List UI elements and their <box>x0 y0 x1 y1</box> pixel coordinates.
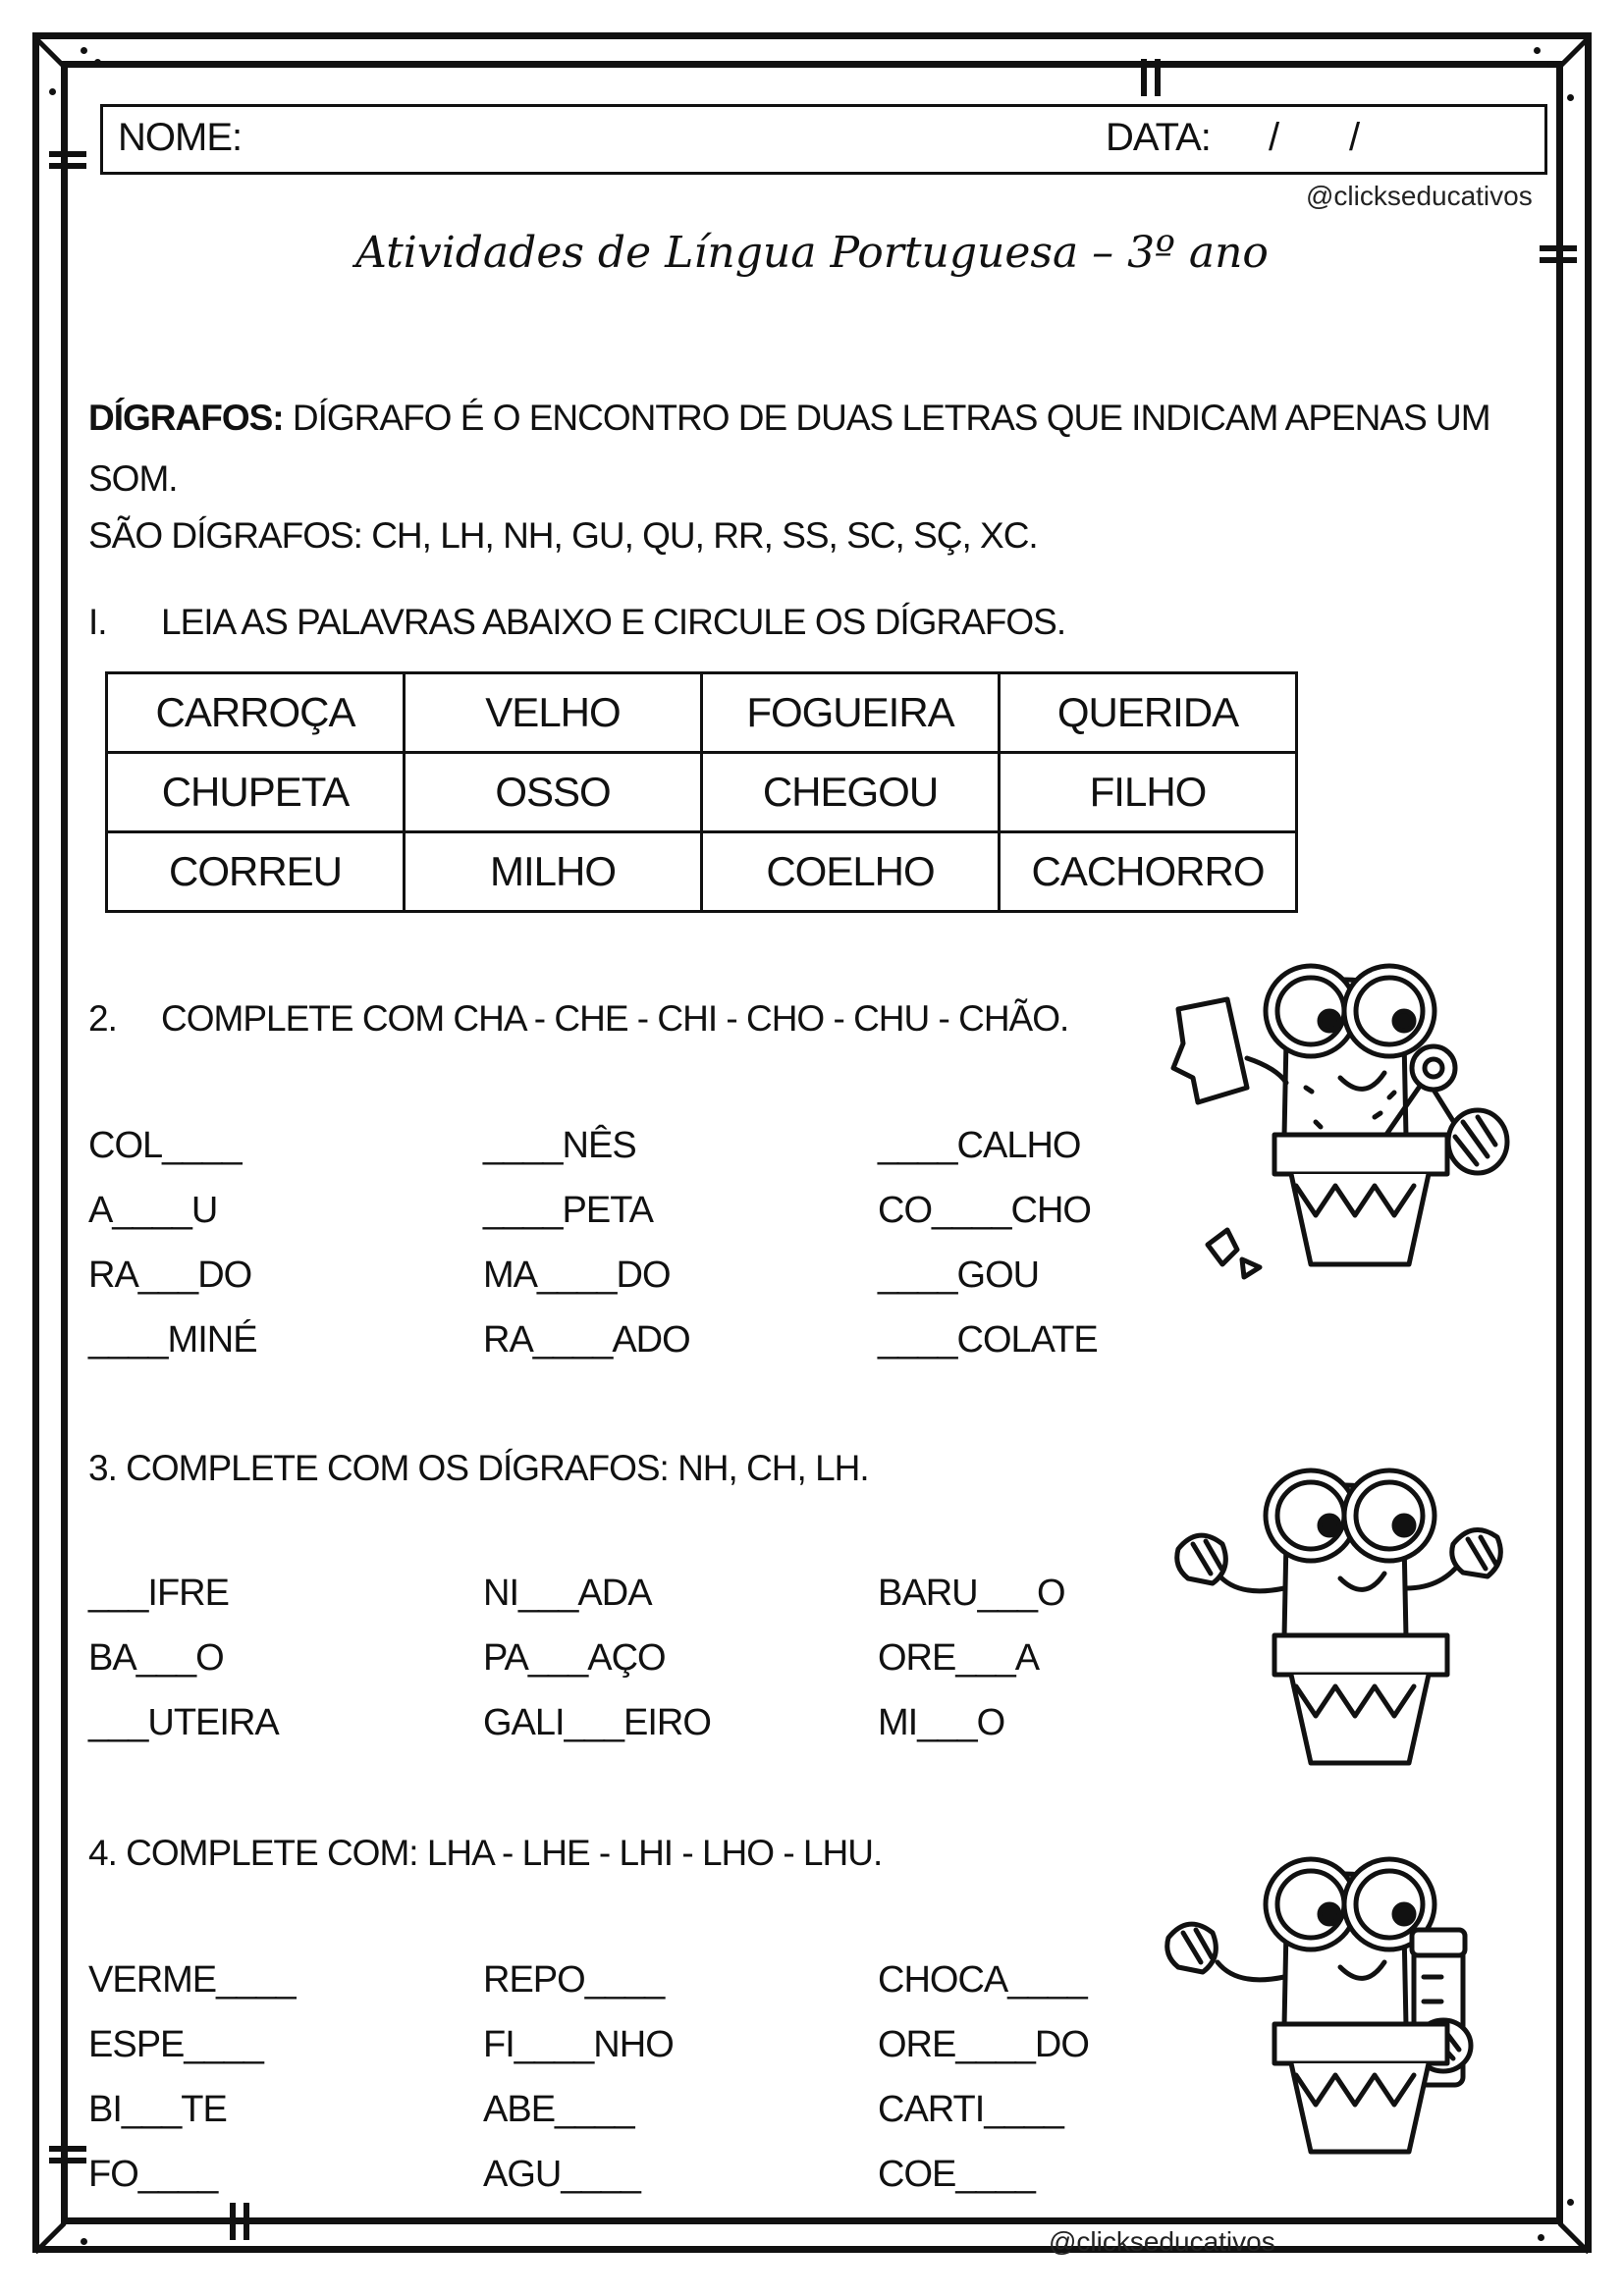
table-row <box>107 832 1297 912</box>
exercise-3-instruction: 3. COMPLETE COM OS DÍGRAFOS: NH, CH, LH. <box>88 1448 869 1488</box>
table-cell[interactable]: COELHO <box>702 832 1000 912</box>
frame-dot <box>81 47 87 54</box>
fill-in-word[interactable]: ____GOU <box>878 1255 1040 1296</box>
worksheet-title: Atividades de Língua Portuguesa – 3º ano <box>355 228 1269 278</box>
frame-tick <box>49 2146 86 2152</box>
frame-dot <box>1534 47 1541 54</box>
fill-in-word[interactable]: ____NÊS <box>483 1125 636 1166</box>
name-label: NOME: <box>118 116 243 159</box>
fill-in-word[interactable]: RA___DO <box>88 1255 252 1296</box>
exercise-2-instruction: COMPLETE COM CHA - CHE - CHI - CHO - CHU - CHÃO. <box>161 998 1069 1039</box>
exercise-1-number: I. <box>88 602 107 642</box>
fill-in-word[interactable]: ___UTEIRA <box>88 1702 279 1743</box>
fill-in-word[interactable]: CHOCA____ <box>878 1959 1087 2001</box>
fill-in-word[interactable]: ORE____DO <box>878 2024 1089 2065</box>
table-row <box>107 673 1297 753</box>
frame-tick <box>244 2203 249 2240</box>
fill-in-word[interactable]: FO____ <box>88 2154 218 2195</box>
table-cell[interactable]: CORREU <box>107 832 405 912</box>
frame-dot <box>49 88 56 95</box>
fill-in-word[interactable]: REPO____ <box>483 1959 665 2001</box>
fill-in-word[interactable]: AGU____ <box>483 2154 640 2195</box>
table-cell[interactable]: MILHO <box>405 832 702 912</box>
fill-in-word[interactable]: CARTI____ <box>878 2089 1063 2130</box>
fill-in-word[interactable]: ABE____ <box>483 2089 634 2130</box>
fill-in-word[interactable]: BA___O <box>88 1637 224 1679</box>
date-label: DATA: <box>1106 116 1211 159</box>
frame-tick <box>1155 59 1161 96</box>
frame-dot <box>81 2238 87 2245</box>
fill-in-word[interactable]: MA____DO <box>483 1255 671 1296</box>
table-cell[interactable]: CHUPETA <box>107 753 405 832</box>
table-cell[interactable]: QUERIDA <box>1000 673 1297 753</box>
fill-in-word[interactable]: BARU___O <box>878 1573 1065 1614</box>
definition-line-2: SOM. <box>88 458 178 499</box>
fill-in-word[interactable]: ____PETA <box>483 1190 653 1231</box>
fill-in-word[interactable]: A____U <box>88 1190 218 1231</box>
fill-in-word[interactable]: FI____NHO <box>483 2024 674 2065</box>
frame-dot <box>94 59 101 66</box>
frame-tick <box>49 151 86 157</box>
frame-tick <box>230 2203 236 2240</box>
table-row <box>107 753 1297 832</box>
digraph-definition <box>88 397 1490 440</box>
fill-in-word[interactable]: ORE___A <box>878 1637 1040 1679</box>
frame-tick <box>1141 59 1147 96</box>
table-cell[interactable]: FILHO <box>1000 753 1297 832</box>
fill-in-word[interactable]: GALI___EIRO <box>483 1702 711 1743</box>
frame-dot <box>1538 2234 1544 2241</box>
fill-in-word[interactable]: COL____ <box>88 1125 242 1166</box>
frame-dot <box>1567 94 1574 101</box>
exercise-4-instruction: 4. COMPLETE COM: LHA - LHE - LHI - LHO - LHU. <box>88 1833 883 1873</box>
word-table <box>105 671 1298 913</box>
fill-in-word[interactable]: ____MINÉ <box>88 1319 257 1361</box>
handle-bottom: @clickseducativos <box>1049 2226 1275 2257</box>
cactus-with-glue-icon <box>1119 1840 1532 2163</box>
exercise-1-instruction: LEIA AS PALAVRAS ABAIXO E CIRCULE OS DÍGRAFOS. <box>161 602 1066 642</box>
fill-in-word[interactable]: ____CALHO <box>878 1125 1081 1166</box>
fill-in-word[interactable]: PA___AÇO <box>483 1637 666 1679</box>
fill-in-word[interactable]: ___IFRE <box>88 1573 229 1614</box>
fill-in-word[interactable]: VERME____ <box>88 1959 296 2001</box>
fill-in-word[interactable]: CO____CHO <box>878 1190 1091 1231</box>
cactus-waving-icon <box>1139 1451 1532 1775</box>
fill-in-word[interactable]: BI___TE <box>88 2089 227 2130</box>
table-cell[interactable]: CARROÇA <box>107 673 405 753</box>
fill-in-word[interactable]: ____COLATE <box>878 1319 1098 1361</box>
fill-in-word[interactable]: ESPE____ <box>88 2024 263 2065</box>
frame-tick <box>49 163 86 169</box>
exercise-2-number: 2. <box>88 998 117 1039</box>
table-cell[interactable]: FOGUEIRA <box>702 673 1000 753</box>
fill-in-word[interactable]: COE____ <box>878 2154 1035 2195</box>
fill-in-word[interactable]: NI___ADA <box>483 1573 652 1614</box>
frame-dot <box>1547 61 1554 68</box>
date-slash: / <box>1269 116 1279 159</box>
name-date-box[interactable] <box>100 104 1547 175</box>
fill-in-word[interactable]: RA____ADO <box>483 1319 690 1361</box>
table-cell[interactable]: VELHO <box>405 673 702 753</box>
fill-in-word[interactable]: MI___O <box>878 1702 1005 1743</box>
table-cell[interactable]: OSSO <box>405 753 702 832</box>
handle-top: @clickseducativos <box>1306 181 1533 211</box>
digraph-term: DÍGRAFOS: <box>88 398 284 438</box>
table-cell[interactable]: CACHORRO <box>1000 832 1297 912</box>
definition-line-1: DÍGRAFO É O ENCONTRO DE DUAS LETRAS QUE INDICAM APENAS UM <box>292 398 1490 438</box>
frame-tick <box>49 2158 86 2163</box>
digraph-list: SÃO DÍGRAFOS: CH, LH, NH, GU, QU, RR, SS, SC, SÇ, XC. <box>88 515 1038 556</box>
frame-dot <box>1567 2199 1574 2206</box>
date-slash: / <box>1349 116 1360 159</box>
table-cell[interactable]: CHEGOU <box>702 753 1000 832</box>
cactus-with-scissors-icon <box>1139 940 1532 1294</box>
